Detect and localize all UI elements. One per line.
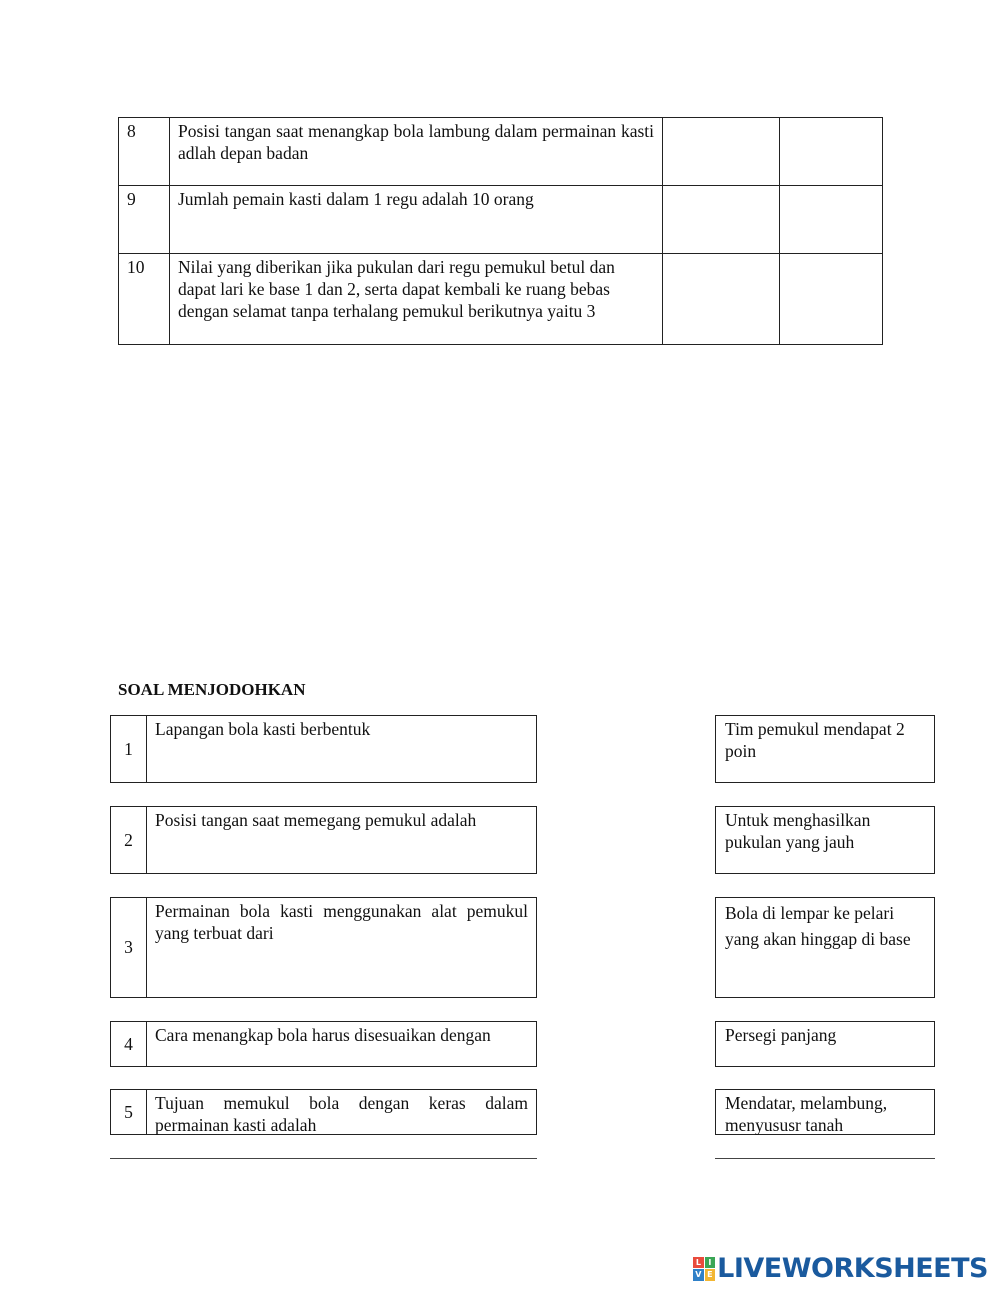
question-text: Lapangan bola kasti berbentuk (155, 719, 371, 739)
section-title: SOAL MENJODOHKAN (118, 680, 306, 699)
question-number: 3 (111, 898, 147, 997)
row-number: 9 (119, 186, 170, 254)
table-row (119, 254, 883, 345)
row-number: 10 (119, 254, 170, 345)
logo-mark-letter: L (693, 1257, 704, 1269)
answer-cell-false[interactable] (780, 118, 883, 186)
answer-box-5[interactable]: Mendatar, melambung, menyususr tanah (715, 1089, 935, 1135)
answer-cell-false[interactable] (780, 254, 883, 345)
logo-mark-letter: I (705, 1257, 716, 1269)
statement-text: Posisi tangan saat menangkap bola lambung dalam permainan kasti adlah depan badan (170, 118, 663, 186)
answer-box-3[interactable]: Bola di lempar ke pelari yang akan hinggap di base (715, 897, 935, 998)
answer-box-2[interactable]: Untuk menghasilkan pukulan yang jauh (715, 806, 935, 874)
liveworksheets-logo (693, 1253, 988, 1284)
true-false-table (118, 117, 883, 345)
logo-mark-letter: E (705, 1269, 716, 1281)
question-number: 1 (111, 716, 147, 782)
logo-text: LIVEWORKSHEETS (717, 1253, 988, 1284)
answer-box-4[interactable]: Persegi panjang (715, 1021, 935, 1067)
logo-mark-letter: V (693, 1269, 704, 1281)
question-number: 4 (111, 1022, 147, 1066)
answer-cell-true[interactable] (663, 118, 780, 186)
table-row (119, 186, 883, 254)
question-number: 5 (111, 1090, 147, 1134)
question-text: Posisi tangan saat memegang pemukul adalah (155, 810, 477, 830)
divider-line (715, 1158, 935, 1159)
answer-cell-false[interactable] (780, 186, 883, 254)
question-box-3[interactable] (110, 897, 537, 998)
answer-box-1[interactable]: Tim pemukul mendapat 2 poin (715, 715, 935, 783)
question-box-5[interactable] (110, 1089, 537, 1135)
divider-line (110, 1158, 537, 1159)
question-number: 2 (111, 807, 147, 873)
row-number: 8 (119, 118, 170, 186)
answer-cell-true[interactable] (663, 254, 780, 345)
statement-text: Jumlah pemain kasti dalam 1 regu adalah 10 orang (170, 186, 663, 254)
logo-mark-icon (693, 1257, 715, 1281)
answer-cell-true[interactable] (663, 186, 780, 254)
question-box-4[interactable] (110, 1021, 537, 1067)
question-text: Cara menangkap bola harus disesuaikan dengan (155, 1025, 491, 1045)
question-box-2[interactable] (110, 806, 537, 874)
statement-text: Nilai yang diberikan jika pukulan dari regu pemukul betul dan dapat lari ke base 1 dan 2, serta dapat kembali ke ruang bebas dengan selamat tanpa terhalang pemukul berikutnya yaitu 3 (170, 254, 663, 345)
table-row (119, 118, 883, 186)
question-text: Permainan bola kasti menggunakan alat pemukul yang terbuat dari (155, 901, 528, 943)
question-text: Tujuan memukul bola dengan keras dalam permainan kasti adalah (155, 1093, 528, 1135)
question-box-1[interactable] (110, 715, 537, 783)
